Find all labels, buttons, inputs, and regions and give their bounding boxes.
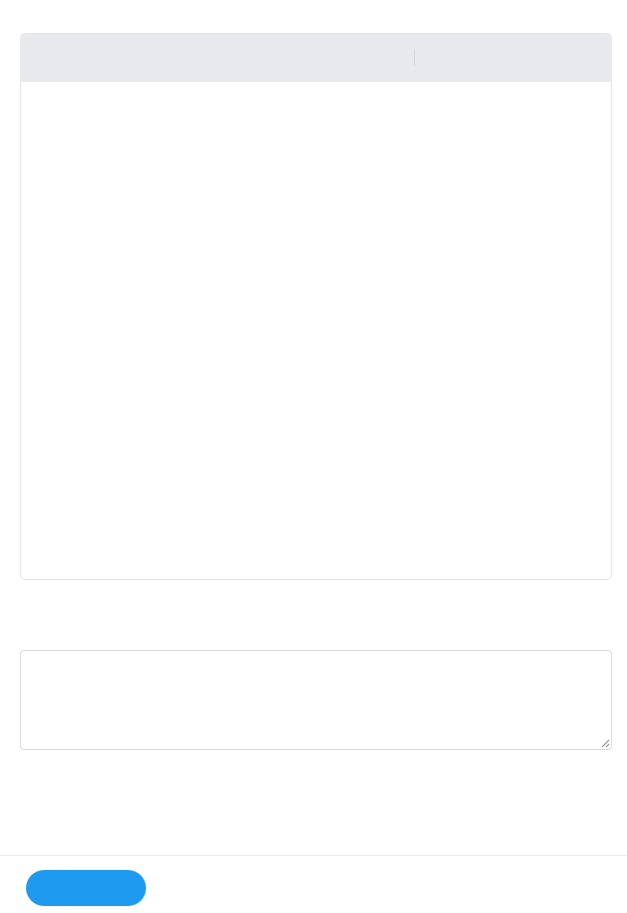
submit-button[interactable] xyxy=(26,870,146,906)
resize-grip-icon[interactable] xyxy=(600,738,610,748)
column-header-yes xyxy=(217,34,414,82)
matrix-header xyxy=(21,34,611,82)
column-header-no xyxy=(414,34,611,82)
q5-title xyxy=(11,8,13,23)
problem-record-textarea[interactable] xyxy=(20,650,612,750)
footer-divider xyxy=(0,855,627,856)
inspection-matrix xyxy=(20,33,612,580)
